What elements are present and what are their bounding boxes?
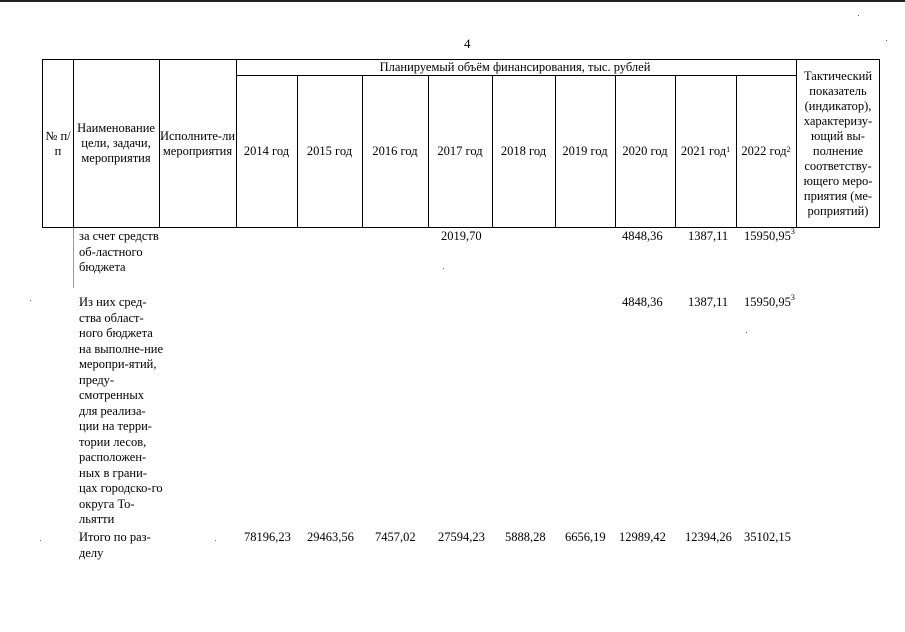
row-total-2018: 5888,28 bbox=[505, 530, 546, 544]
row-total-label: Итого по раз-делу bbox=[79, 530, 151, 560]
row-total-2020: 12989,42 bbox=[619, 530, 666, 544]
header-name-col: Наименование цели, задачи, мероприятия bbox=[77, 121, 155, 165]
row-total-2022: 35102,15 bbox=[744, 530, 791, 544]
header-year-2020: 2020 год bbox=[622, 143, 668, 158]
scan-speck bbox=[886, 40, 887, 41]
scan-speck bbox=[30, 300, 31, 301]
header-year-2015: 2015 год bbox=[306, 143, 353, 158]
row-total-2016: 7457,02 bbox=[375, 530, 416, 544]
row-total-2017: 27594,23 bbox=[438, 530, 485, 544]
scan-speck bbox=[858, 15, 859, 16]
row-forest-2021: 1387,11 bbox=[688, 295, 729, 309]
header-executor-col: Исполните-ли мероприятия bbox=[159, 128, 236, 158]
row-forest-2020: 4848,36 bbox=[622, 295, 663, 309]
header-year-2016: 2016 год bbox=[372, 143, 418, 158]
column-separator-fragment bbox=[73, 228, 74, 288]
header-funding-title: Планируемый объём финансирования, тыс. рублей bbox=[379, 60, 651, 74]
row-total-2019: 6656,19 bbox=[565, 530, 606, 544]
scan-speck bbox=[215, 540, 216, 541]
row-forest-label: Из них сред-ства област-ного бюджета на выполне-ние меропри-ятий, преду-смотренных для реализа-ции на терри-тории лесов, расположен-ных в грани-цах городско-го округа То-льятти bbox=[79, 295, 164, 526]
top-border-line bbox=[0, 0, 905, 2]
header-year-2014: 2014 год bbox=[243, 143, 290, 158]
page-number: 4 bbox=[464, 36, 471, 51]
row-total-2015: 29463,56 bbox=[307, 530, 354, 544]
row-regional-budget-2020: 4848,36 bbox=[622, 229, 663, 243]
scan-speck bbox=[40, 540, 41, 541]
table-header bbox=[42, 59, 880, 228]
header-indicator-col: Тактический показатель (индикатор), характеризу-ющий вы-полнение соответству-ющего меро-приятия (ме-роприятий) bbox=[803, 68, 873, 218]
header-year-2022: 2022 год $^2$ bbox=[741, 143, 791, 158]
header-number-col: № п/п bbox=[45, 128, 71, 158]
row-total-2014: 78196,23 bbox=[244, 530, 291, 544]
header-year-2019: 2019 год bbox=[562, 143, 608, 158]
row-regional-budget-2021: 1387,11 bbox=[688, 229, 729, 243]
header-year-2018: 2018 год bbox=[500, 143, 547, 158]
scan-speck bbox=[443, 268, 444, 269]
row-regional-budget-2017: 2019,70 bbox=[441, 229, 482, 243]
row-total-2021: 12394,26 bbox=[685, 530, 732, 544]
header-year-2017: 2017 год bbox=[437, 143, 483, 158]
row-regional-budget-label: за счет средств об-ластного бюджета bbox=[79, 229, 159, 274]
row-regional-budget-2022: 15950,95$^3$ bbox=[744, 227, 795, 243]
row-forest-2022: 15950,95$^3$ bbox=[744, 293, 795, 309]
scan-speck bbox=[746, 332, 747, 333]
header-year-2021: 2021 год $^1$ bbox=[680, 143, 731, 158]
